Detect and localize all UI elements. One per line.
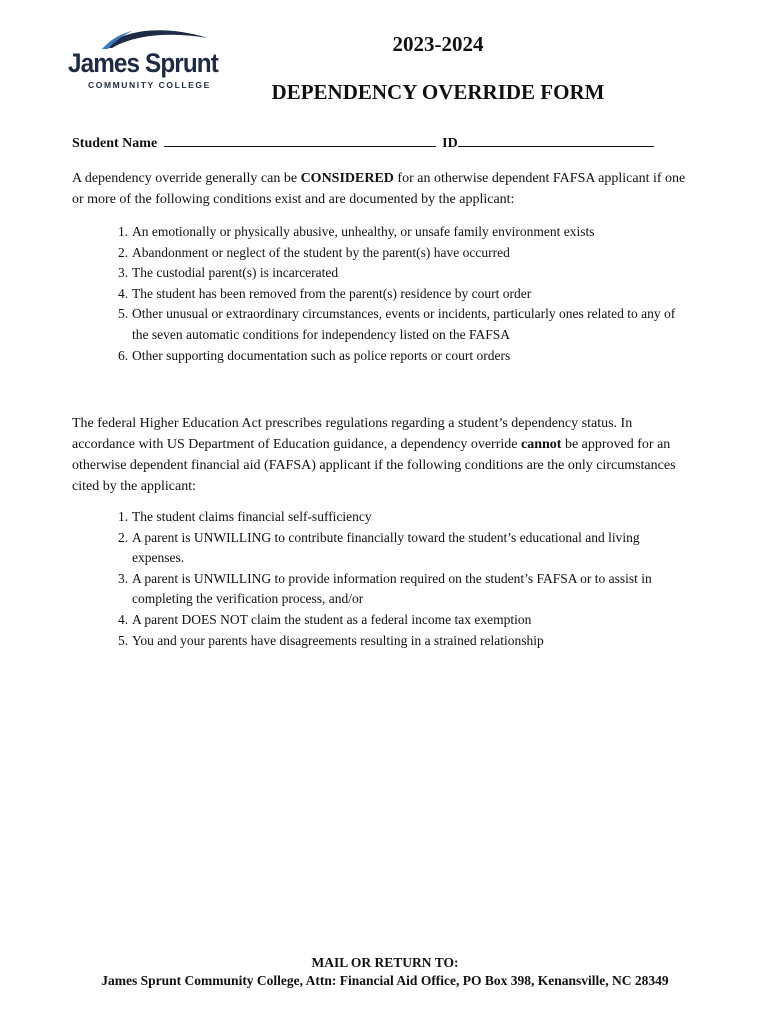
id-label: ID	[442, 136, 458, 151]
student-fields	[72, 134, 654, 152]
id-field[interactable]	[458, 134, 654, 147]
student-name-label: Student Name	[72, 136, 158, 151]
list-item	[118, 610, 678, 631]
list-number: 2.	[118, 244, 129, 260]
list-item	[118, 243, 678, 264]
list-item	[118, 507, 678, 528]
list-item-text: Abandonment or neglect of the student by the parent(s) have occurred	[132, 244, 510, 260]
list-number: 4.	[118, 285, 129, 301]
federal-paragraph	[72, 413, 692, 497]
list-item	[118, 222, 678, 243]
logo-subtitle: COMMUNITY COLLEGE	[88, 80, 211, 90]
list-number: 5.	[118, 306, 129, 322]
page-title: DEPENDENCY OVERRIDE FORM	[271, 80, 605, 104]
list-item	[118, 263, 678, 284]
list-number: 4.	[118, 611, 129, 627]
list-number: 6.	[118, 347, 129, 363]
list-item-text: The student claims financial self-sufficiency	[132, 509, 372, 524]
logo-name: James Sprunt	[68, 48, 218, 78]
list-item	[118, 569, 678, 610]
federal-text-end: be approved for an otherwise dependent financial aid (FAFSA) applicant if the following conditions are the only circumstances cited by the applicant:	[72, 437, 676, 494]
list-number: 1.	[118, 224, 129, 239]
federal-text-start: The federal Higher Education Act prescribes regulations regarding a student’s dependency status. In accordance with US Department of Education guidance, a dependency override	[72, 416, 633, 452]
student-name-field[interactable]	[164, 134, 436, 147]
form-year: 2023-2024	[392, 32, 484, 56]
list-number: 1.	[118, 509, 129, 524]
list-item-text: You and your parents have disagreements resulting in a strained relationship	[132, 632, 544, 648]
intro-text-start: A dependency override generally can be	[72, 171, 301, 186]
list-item-text: A parent DOES NOT claim the student as a federal income tax exemption	[132, 611, 532, 627]
intro-paragraph	[72, 168, 692, 210]
footer-heading: MAIL OR RETURN TO:	[311, 955, 459, 970]
list-item-text: Other supporting documentation such as police reports or court orders	[132, 347, 511, 363]
list-item-text: An emotionally or physically abusive, unhealthy, or unsafe family environment exists	[132, 224, 595, 239]
list-number: 3.	[118, 570, 129, 586]
intro-emphasis: CONSIDERED	[300, 171, 394, 186]
list-item	[118, 284, 678, 305]
list-item	[118, 304, 678, 345]
list-number: 3.	[118, 265, 129, 281]
federal-emphasis: cannot	[520, 437, 562, 452]
list-item	[118, 631, 678, 652]
list-item	[118, 528, 678, 569]
considered-conditions-list	[118, 222, 678, 366]
list-item-text: Other unusual or extraordinary circumstances, events or incidents, particularly ones related to any of the seven automatic conditions for independency listed on the FAFSA	[132, 306, 676, 342]
list-item	[118, 346, 678, 367]
footer-address: James Sprunt Community College, Attn: Financial Aid Office, PO Box 398, Kenansville, NC 28349	[101, 973, 669, 988]
list-item-text: The student has been removed from the parent(s) residence by court order	[132, 285, 532, 301]
not-approved-conditions-list	[118, 507, 678, 651]
list-item-text: A parent is UNWILLING to provide information required on the student’s FAFSA or to assist in completing the verification process, and/or	[132, 570, 652, 607]
list-item-text: The custodial parent(s) is incarcerated	[132, 265, 339, 281]
intro-text-end: for an otherwise dependent FAFSA applicant if one or more of the following conditions exist and are documented by the applicant:	[72, 171, 686, 207]
list-item-text: A parent is UNWILLING to contribute financially toward the student’s educational and living expenses.	[132, 529, 640, 566]
list-number: 2.	[118, 529, 129, 545]
list-number: 5.	[118, 632, 129, 648]
